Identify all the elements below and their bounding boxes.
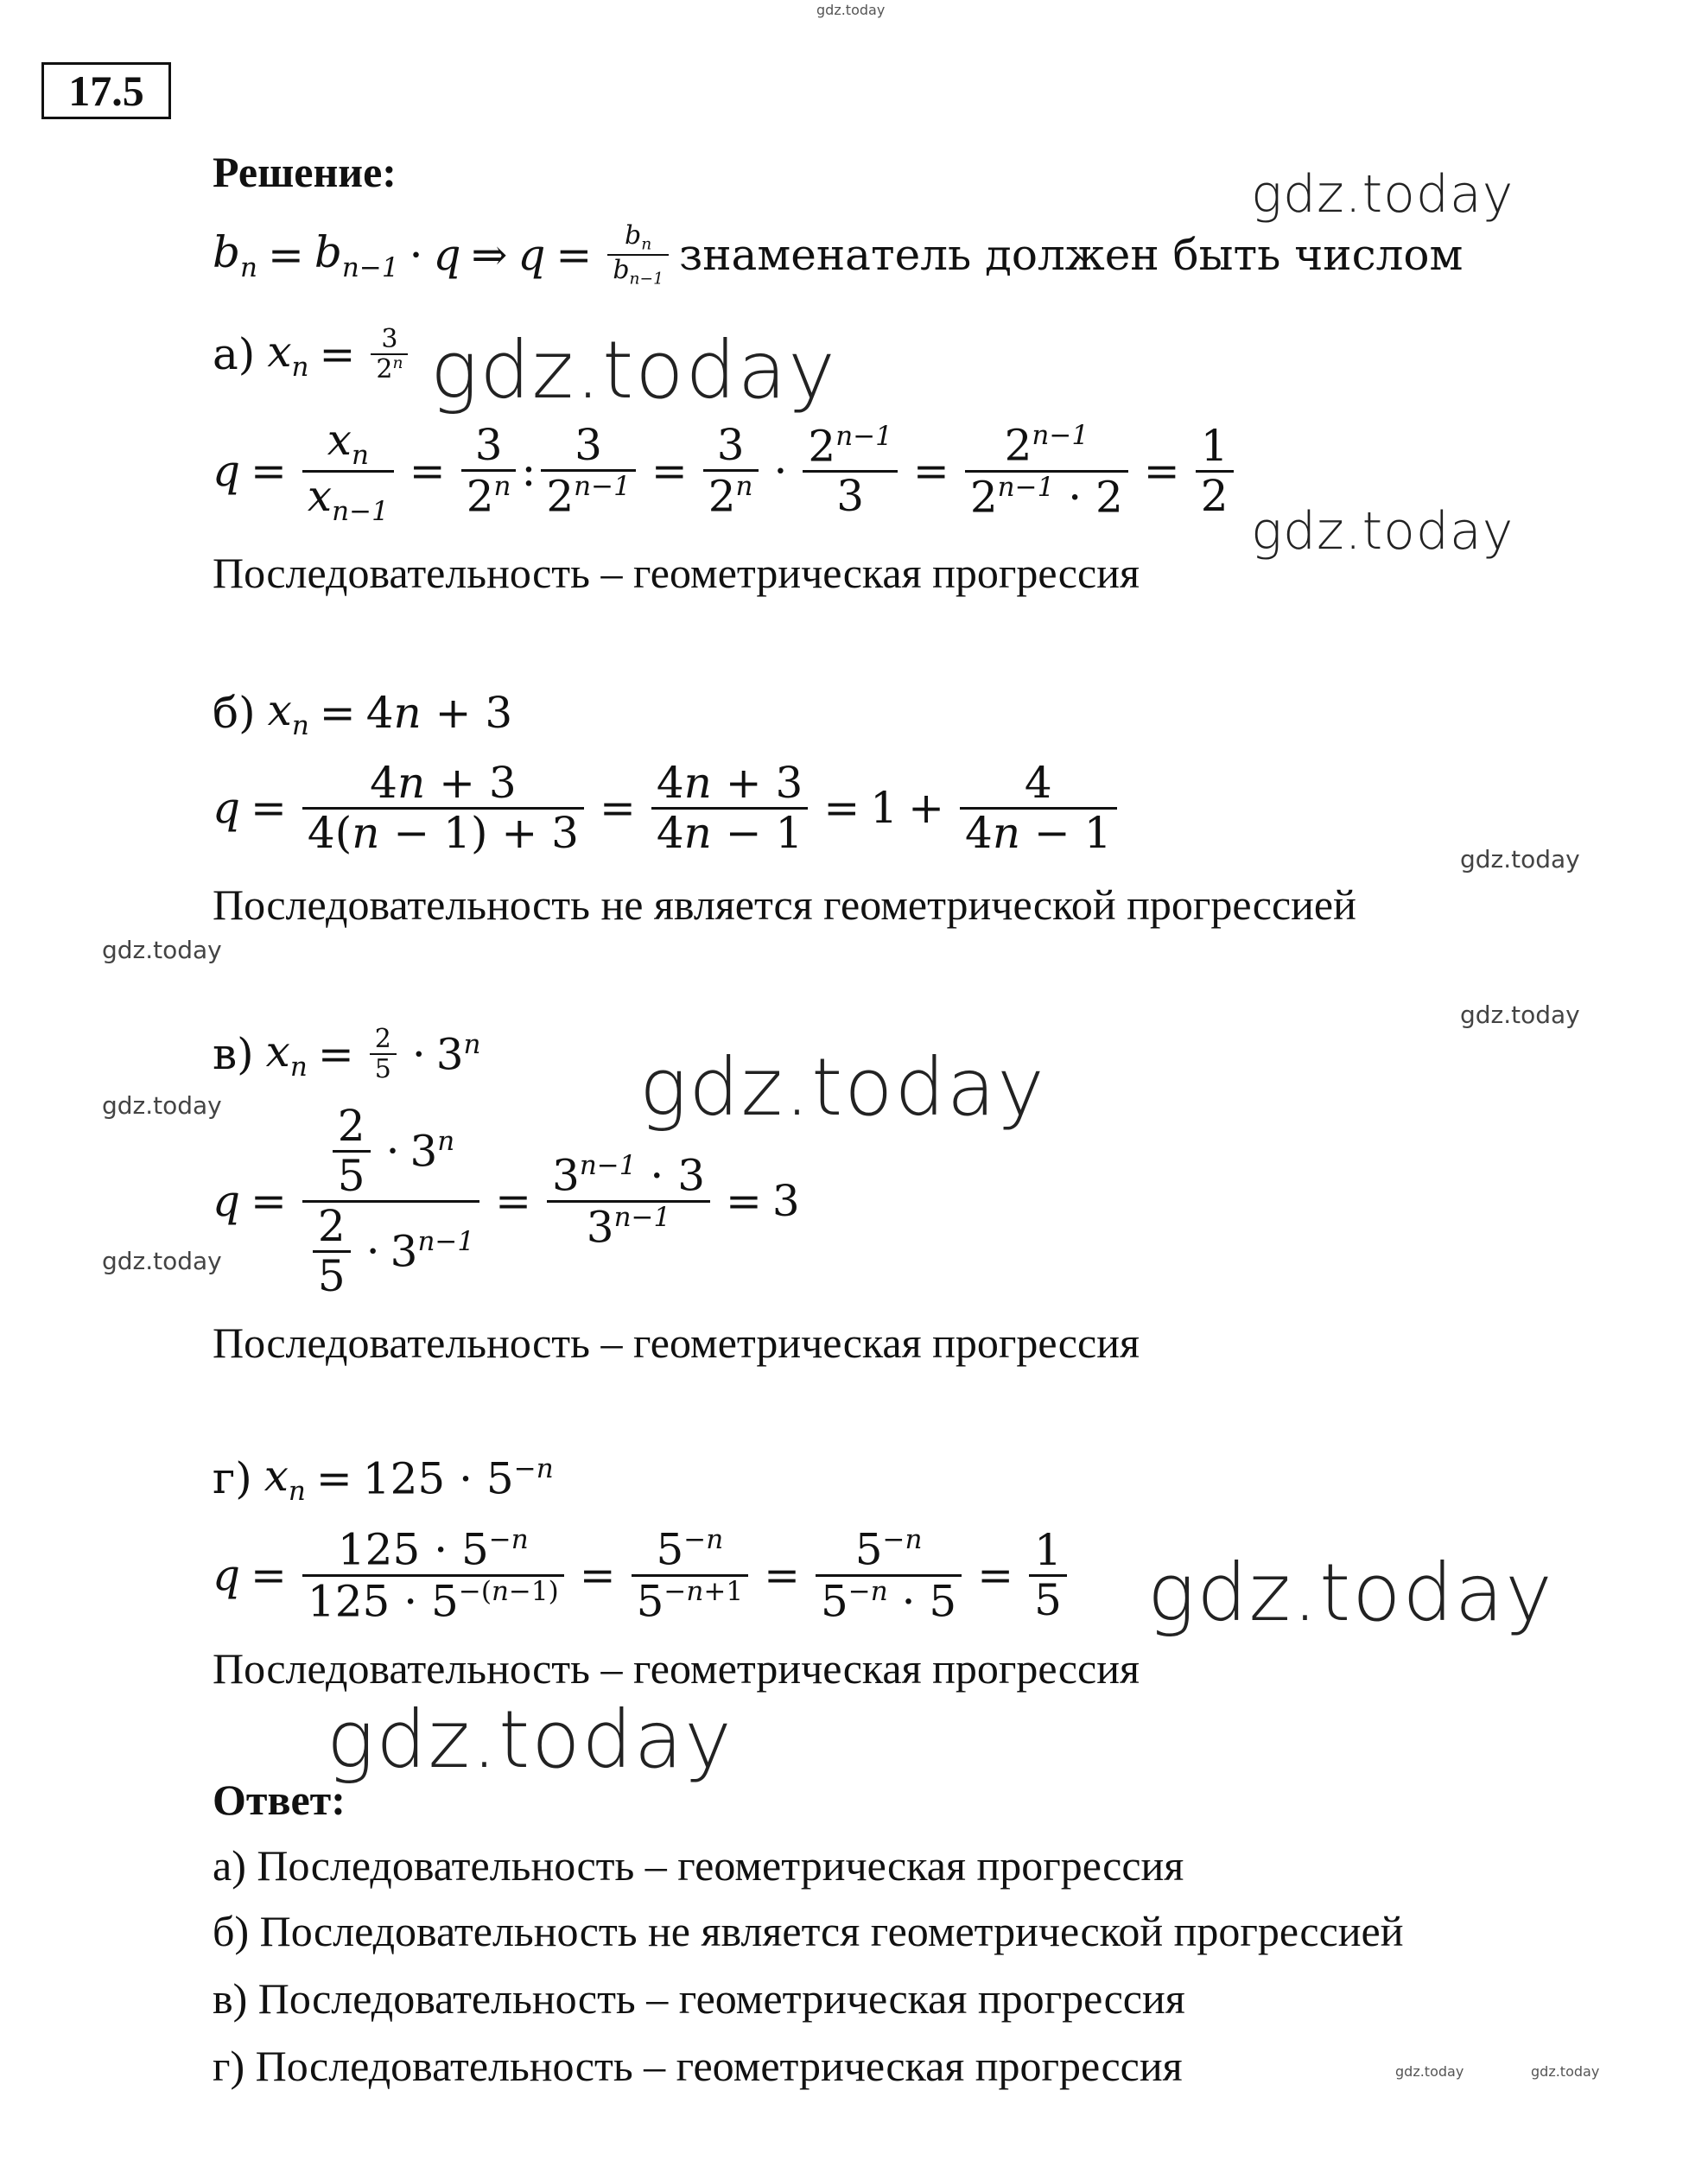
answer-a: а) Последовательность – геометрическая прогрессия xyxy=(213,1841,1184,1890)
part-b-conclusion: Последовательность не является геометрической прогрессией xyxy=(213,880,1356,929)
part-a-calculation: q = $x_n$ $x_{n-1}$ = 3 2$^n$ : 3 $2^{n-1}$ = 3 2$^n$ · $2^{n-1}$ 3 = $2^{n-1}$ $2^{n-1} \cdot 2$ = 1 2 xyxy=(213,406,1239,536)
part-c-definition: в) $x_n$ = 2 5 · 3$^n$ xyxy=(213,1024,481,1084)
part-b-definition: б) $x_n$ = 4n + 3 xyxy=(213,684,513,741)
watermark-top: gdz.today xyxy=(816,2,886,18)
watermark-5: gdz.today xyxy=(102,936,222,964)
intro-formula: $b_n$ = $b_{n-1}$ · q ⇒ q = $b_n$ $b_{n-1}$ знаменатель должен быть числом xyxy=(213,220,1464,289)
watermark-4: gdz.today xyxy=(1460,845,1580,874)
watermark-11: gdz.today xyxy=(327,1693,733,1786)
part-c-label: в) xyxy=(213,1029,254,1079)
answer-title: Ответ: xyxy=(213,1776,346,1824)
part-a-definition: а) $x_n$ = 3 2$^n$ xyxy=(213,311,413,397)
part-d-label: г) xyxy=(213,1453,252,1503)
watermark-12: gdz.today xyxy=(1395,2063,1464,2080)
answer-b: б) Последовательность не является геометрической прогрессией xyxy=(213,1907,1404,1955)
watermark-10: gdz.today xyxy=(1147,1547,1554,1639)
watermark-3: gdz.today xyxy=(1251,501,1514,562)
part-b-calculation: q = 4n + 3 4(n − 1) + 3 = 4n + 3 4n − 1 = 1 + 4 4n − 1 xyxy=(213,743,1122,873)
problem-number: 17.5 xyxy=(41,62,171,119)
part-d-calculation: q = $125 \cdot 5^{-n}$ $125 \cdot 5^{-(n-1)}$ = $5^{-n}$ $5^{-n+1}$ = $5^{-n}$ $5^{-n} \cdot 5$ = 1 5 xyxy=(213,1510,1072,1640)
solution-title: Решение: xyxy=(213,148,397,196)
answer-d: г) Последовательность – геометрическая прогрессия xyxy=(213,2042,1183,2090)
watermark-1: gdz.today xyxy=(1251,164,1514,225)
part-a-conclusion: Последовательность – геометрическая прогрессия xyxy=(213,549,1140,597)
part-d-conclusion: Последовательность – геометрическая прогрессия xyxy=(213,1644,1140,1693)
watermark-9: gdz.today xyxy=(102,1247,222,1275)
part-a-label: а) xyxy=(213,329,256,379)
answer-c: в) Последовательность – геометрическая прогрессия xyxy=(213,1974,1185,2023)
watermark-13: gdz.today xyxy=(1531,2063,1600,2080)
part-d-definition: г) $x_n$ = $125 \cdot 5^{-n}$ xyxy=(213,1450,554,1507)
part-c-calculation: q = 2 5 · 3$^n$ 2 5 · $3^{n-1}$ = $3^{n-1} \cdot 3$ $3^{n-1}$ = 3 xyxy=(213,1100,800,1301)
intro-note: знаменатель должен быть числом xyxy=(678,230,1464,280)
watermark-8: gdz.today xyxy=(102,1091,222,1120)
watermark-7: gdz.today xyxy=(639,1041,1046,1134)
part-c-conclusion: Последовательность – геометрическая прогрессия xyxy=(213,1318,1140,1367)
watermark-6: gdz.today xyxy=(1460,1001,1580,1029)
watermark-2: gdz.today xyxy=(430,324,837,416)
part-b-label: б) xyxy=(213,688,256,738)
